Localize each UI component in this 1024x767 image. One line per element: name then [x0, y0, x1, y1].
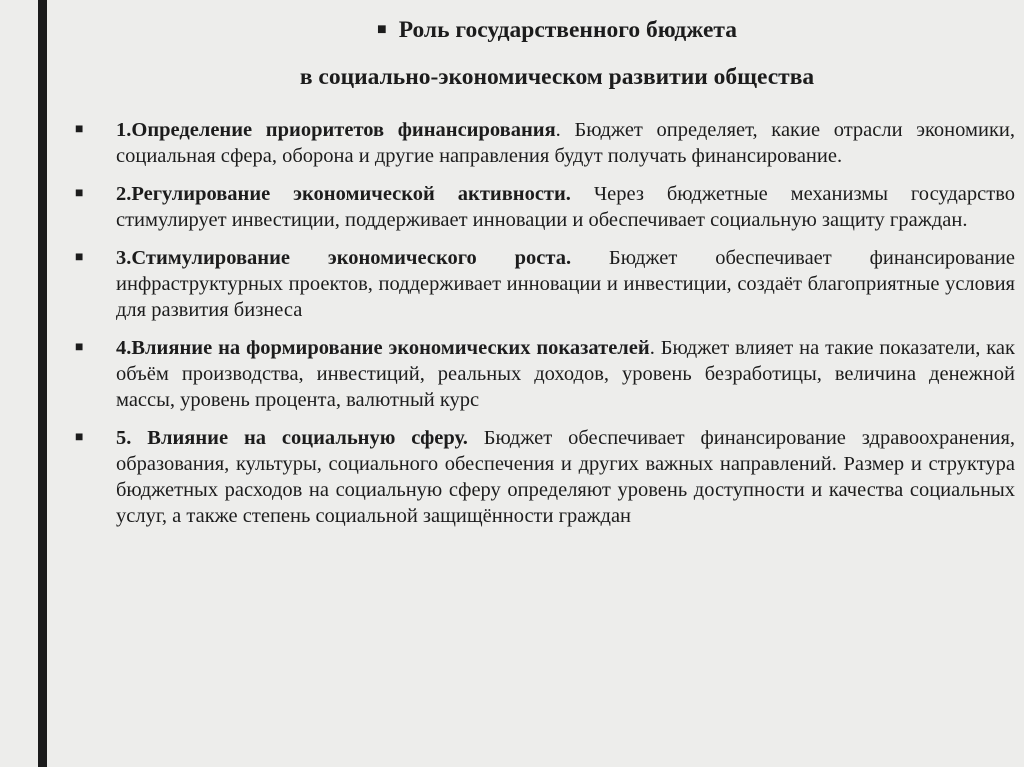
square-bullet-icon: ■	[75, 122, 84, 137]
title-line-1	[0, 8, 1024, 55]
list-item	[75, 335, 1015, 413]
item-body: . Бюджет влияет на такие показатели, как объём производства, инвестиций, реальных доходов, уровень безработицы, величина денежной массы, уровень процента, валютный курс	[116, 337, 1015, 411]
item-body: Бюджет обеспечивает финансирование инфраструктурных проектов, поддерживает инновации и инвестиции, создаёт благоприятные условия для развития бизнеса	[116, 247, 1015, 321]
title-bullet-icon: ■	[377, 21, 387, 38]
item-heading: 1.Определение приоритетов финансирования	[116, 119, 556, 141]
slide-title	[0, 8, 1024, 99]
item-body: Через бюджетные механизмы государство стимулирует инвестиции, поддерживает инновации и обеспечивает социальную защиту граждан.	[116, 183, 1015, 231]
title-line-2: в социально-экономическом развитии общества	[299, 64, 815, 90]
item-body: Бюджет обеспечивает финансирование здравоохранения, образования, культуры, социального обеспечения и других важных направлений. Размер и структура бюджетных расходов на социальную сферу определяют уровень доступности и качества социальных услуг, а также степень социальной защищённости граждан	[116, 427, 1015, 527]
item-heading: 4.Влияние на формирование экономических показателей	[116, 337, 650, 359]
title-text-1: Роль государственного бюджета	[398, 17, 737, 43]
square-bullet-icon: ■	[75, 186, 84, 201]
list-item	[75, 245, 1015, 323]
square-bullet-icon: ■	[75, 430, 84, 445]
item-heading: 5. Влияние на социальную сферу.	[116, 427, 468, 449]
item-body: . Бюджет определяет, какие отрасли экономики, социальная сфера, оборона и другие направления будут получать финансирование.	[116, 119, 1016, 167]
item-heading: 3.Стимулирование экономического роста.	[116, 247, 572, 269]
list-item	[75, 425, 1015, 529]
item-heading: 2.Регулирование экономической активности.	[116, 183, 571, 205]
square-bullet-icon: ■	[75, 250, 84, 265]
list-item	[75, 181, 1015, 233]
list-item	[75, 117, 1015, 169]
bullet-list	[75, 117, 1015, 541]
square-bullet-icon: ■	[75, 340, 84, 355]
